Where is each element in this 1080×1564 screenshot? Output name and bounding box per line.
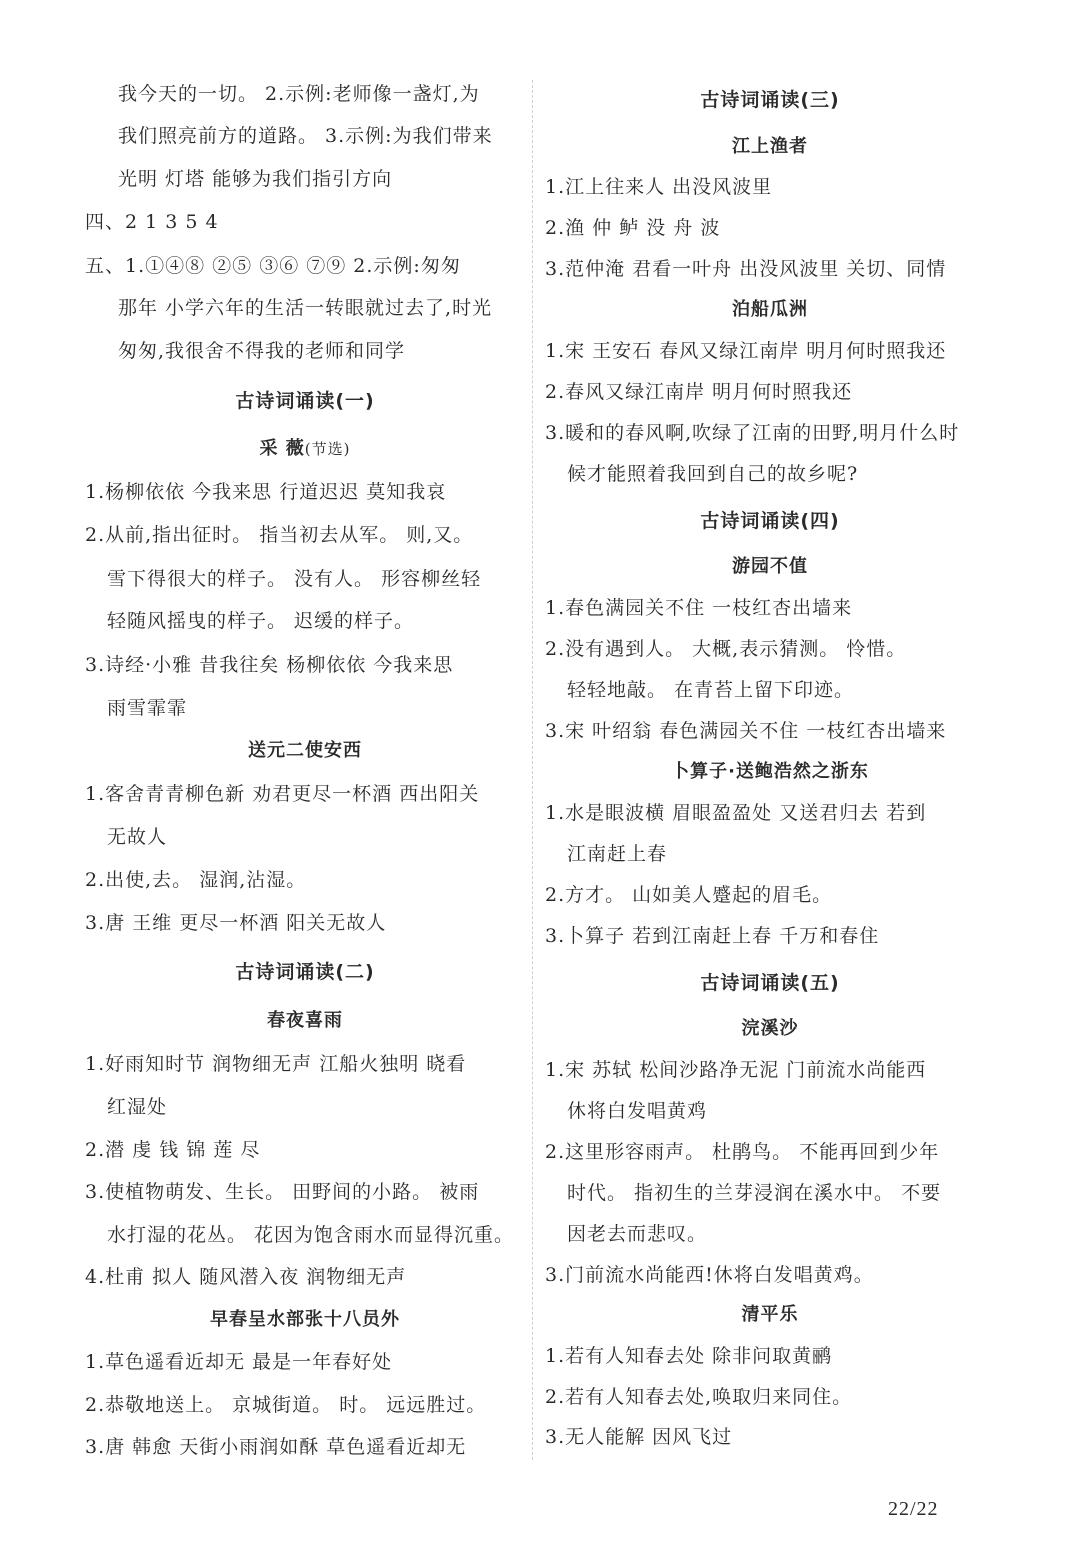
answer-line: 2.恭敬地送上。 京城街道。 时。 远远胜过。 (85, 1394, 487, 1416)
answer-line: 1.水是眼波横 眉眼盈盈处 又送君归去 若到 (545, 802, 927, 824)
answer-line: 雨雪霏霏 (107, 697, 188, 719)
answer-line: 1.春色满园关不住 一枝红杏出墙来 (545, 597, 853, 619)
section-heading-poem-5: 古诗词诵读(五) (700, 972, 840, 994)
answer-line: 1.杨柳依依 今我来思 行道迟迟 莫知我哀 (85, 481, 447, 503)
answer-line: 1.草色遥看近却无 最是一年春好处 (85, 1351, 393, 1373)
answer-line: 五、1.①④⑧ ②⑤ ③⑥ ⑦⑨ 2.示例:匆匆 (85, 255, 461, 277)
answer-line: 3.范仲淹 君看一叶舟 出没风波里 关切、同情 (545, 258, 947, 280)
poem-title-text: 采 薇 (259, 438, 305, 459)
answer-line: 我今天的一切。 2.示例:老师像一盏灯,为 (118, 83, 480, 105)
answer-line: 1.宋 王安石 春风又绿江南岸 明月何时照我还 (545, 340, 947, 362)
answer-line: 四、2 1 3 5 4 (85, 211, 219, 233)
poem-title-busuanzi: 卜算子·送鲍浩然之浙东 (671, 761, 869, 782)
answer-line: 2.从前,指出征时。 指当初去从军。 则,又。 (85, 524, 474, 546)
answer-line: 2.潜 虔 钱 锦 莲 尽 (85, 1139, 261, 1161)
poem-title-jiangshang: 江上渔者 (732, 136, 808, 157)
answer-line: 3.卜算子 若到江南赶上春 千万和春住 (545, 925, 880, 947)
answer-line: 因老去而悲叹。 (567, 1223, 708, 1245)
answer-line: 江南赶上春 (567, 843, 668, 865)
poem-title-songyuan: 送元二使安西 (248, 740, 362, 761)
answer-line: 1.宋 苏轼 松间沙路净无泥 门前流水尚能西 (545, 1059, 927, 1081)
answer-line: 2.方才。 山如美人蹙起的眉毛。 (545, 884, 833, 906)
answer-line: 我们照亮前方的道路。 3.示例:为我们带来 (118, 125, 493, 147)
section-heading-poem-4: 古诗词诵读(四) (700, 510, 840, 532)
answer-line: 2.若有人知春去处,唤取归来同住。 (545, 1386, 853, 1408)
answer-line: 3.使植物萌发、生长。 田野间的小路。 被雨 (85, 1181, 480, 1203)
answer-line: 2.出使,去。 湿润,沾湿。 (85, 869, 307, 891)
section-heading-poem-2: 古诗词诵读(二) (235, 961, 375, 983)
answer-line: 1.江上往来人 出没风波里 (545, 176, 773, 198)
poem-title-note: (节选) (304, 440, 351, 458)
answer-line: 3.唐 韩愈 天街小雨润如酥 草色遥看近却无 (85, 1436, 467, 1458)
answer-line: 无故人 (107, 826, 168, 848)
answer-line: 时代。 指初生的兰芽浸润在溪水中。 不要 (567, 1182, 942, 1204)
answer-line: 匆匆,我很舍不得我的老师和同学 (118, 340, 406, 362)
answer-line: 3.宋 叶绍翁 春色满园关不住 一枝红杏出墙来 (545, 720, 947, 742)
answer-line: 1.好雨知时节 润物细无声 江船火独明 晓看 (85, 1053, 467, 1075)
answer-line: 那年 小学六年的生活一转眼就过去了,时光 (118, 297, 493, 319)
answer-line: 3.暖和的春风啊,吹绿了江南的田野,明月什么时 (545, 422, 960, 444)
answer-line: 水打湿的花丛。 花因为饱含雨水而显得沉重。 (107, 1224, 515, 1246)
answer-line: 3.唐 王维 更尽一杯酒 阳关无故人 (85, 912, 387, 934)
page-number: 22/22 (888, 1498, 939, 1520)
answer-line: 雪下得很大的样子。 没有人。 形容柳丝轻 (107, 568, 482, 590)
answer-line: 红湿处 (107, 1096, 168, 1118)
answer-line: 2.渔 仲 鲈 没 舟 波 (545, 217, 721, 239)
answer-line: 光明 灯塔 能够为我们指引方向 (118, 168, 393, 190)
poem-title-zaochun: 早春呈水部张十八员外 (210, 1309, 400, 1330)
column-divider (532, 80, 533, 1460)
section-heading-poem-3: 古诗词诵读(三) (700, 89, 840, 111)
poem-title-caiwei (85, 437, 525, 461)
answer-line: 2.春风又绿江南岸 明月何时照我还 (545, 381, 853, 403)
answer-line: 2.这里形容雨声。 杜鹃鸟。 不能再回到少年 (545, 1141, 940, 1163)
poem-title-huanxisha: 浣溪沙 (741, 1018, 799, 1039)
answer-line: 3.门前流水尚能西!休将白发唱黄鸡。 (545, 1264, 874, 1286)
answer-line: 2.没有遇到人。 大概,表示猜测。 怜惜。 (545, 638, 907, 660)
poem-title-qingpingle: 清平乐 (741, 1304, 799, 1325)
answer-line: 3.无人能解 因风飞过 (545, 1426, 733, 1448)
answer-line: 1.客舍青青柳色新 劝君更尽一杯酒 西出阳关 (85, 783, 480, 805)
answer-line: 休将白发唱黄鸡 (567, 1100, 708, 1122)
answer-line: 4.杜甫 拟人 随风潜入夜 润物细无声 (85, 1266, 407, 1288)
answer-line: 1.若有人知春去处 除非问取黄鹂 (545, 1345, 833, 1367)
poem-title-bochuan: 泊船瓜洲 (732, 299, 808, 320)
section-heading-poem-1: 古诗词诵读(一) (235, 390, 375, 412)
poem-title-chunye: 春夜喜雨 (267, 1010, 343, 1031)
answer-line: 轻随风摇曳的样子。 迟缓的样子。 (107, 610, 415, 632)
poem-title-youyuan: 游园不值 (732, 556, 808, 577)
answer-line: 候才能照着我回到自己的故乡呢? (567, 463, 859, 485)
answer-line: 3.诗经·小雅 昔我往矣 杨柳依依 今我来思 (85, 654, 454, 676)
answer-line: 轻轻地敲。 在青苔上留下印迹。 (567, 679, 855, 701)
